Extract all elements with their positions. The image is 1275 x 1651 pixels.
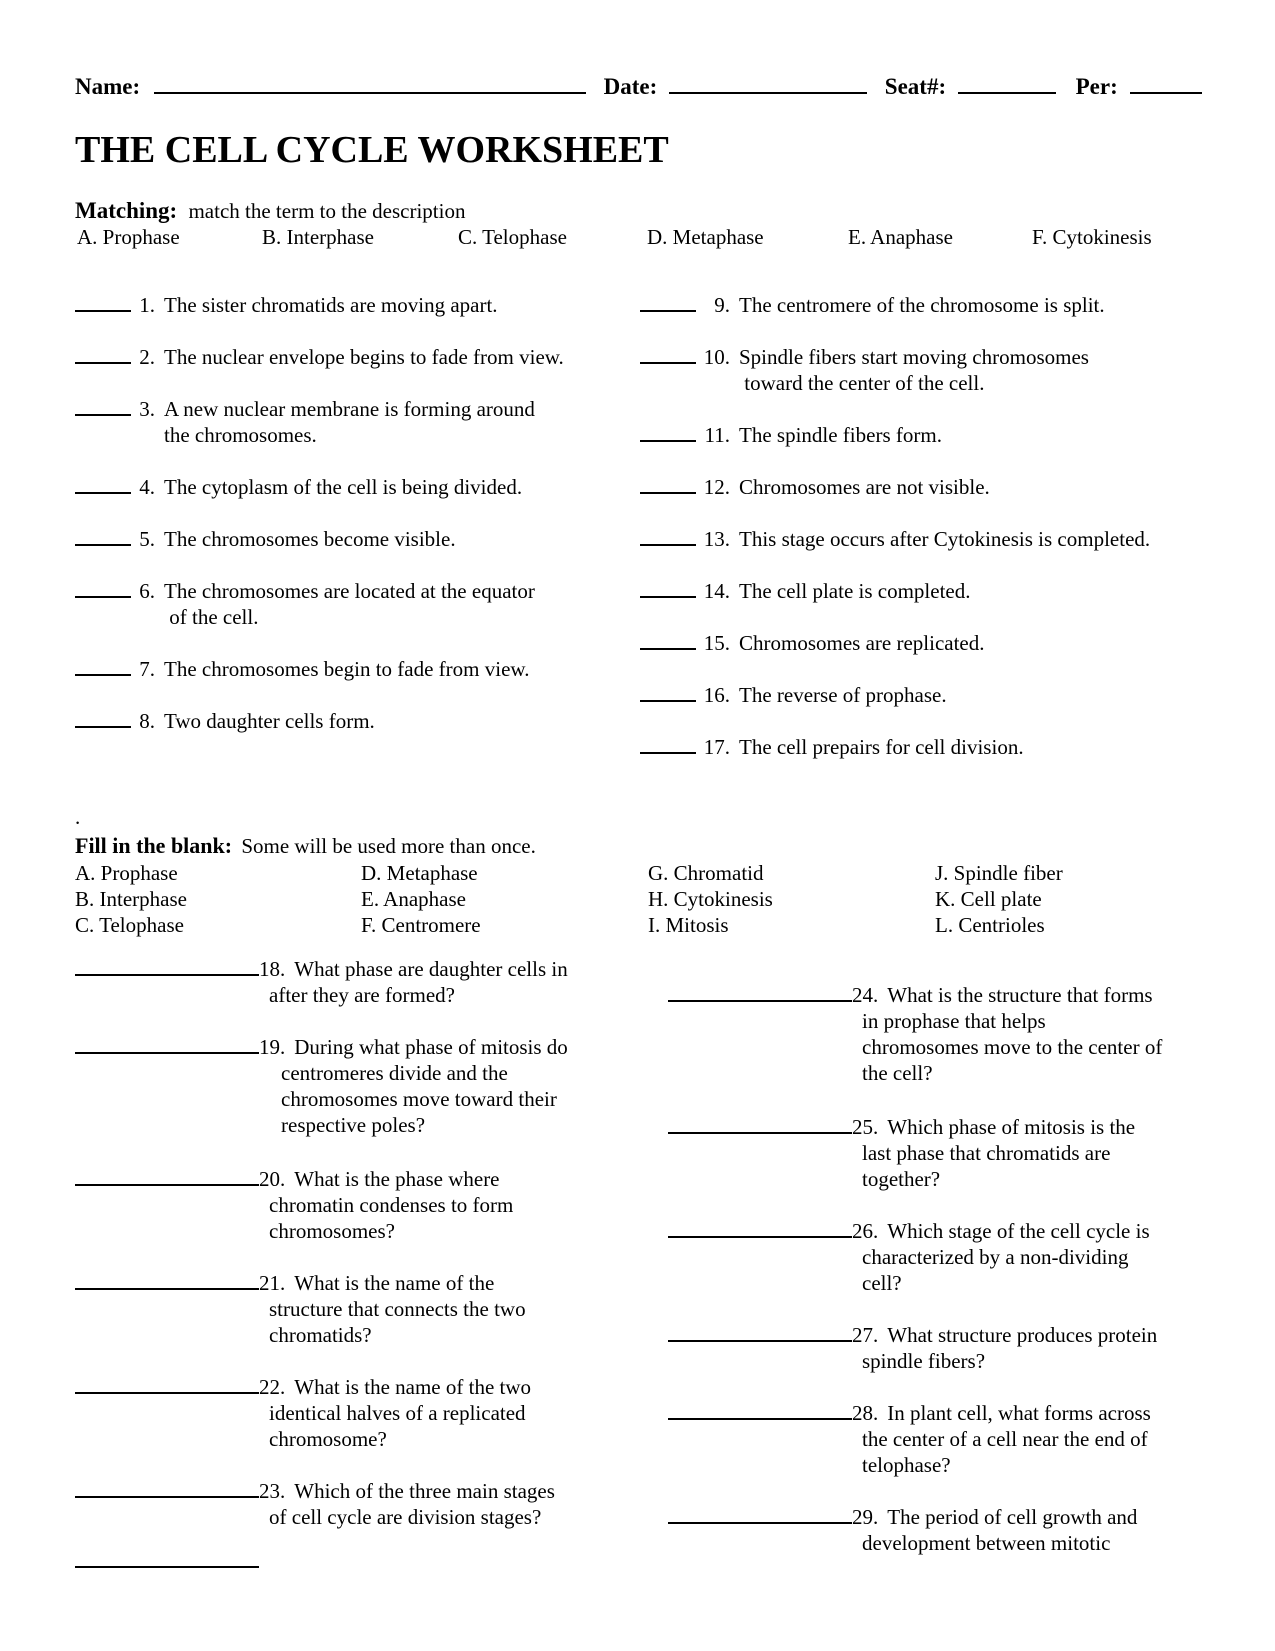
question-number: 17. <box>703 735 730 759</box>
question-text: Which of the three main stages <box>294 1479 555 1503</box>
page-title: THE CELL CYCLE WORKSHEET <box>75 129 669 171</box>
fill-in-option: J. Spindle fiber <box>935 861 1063 885</box>
fill-in-question <box>668 1216 1150 1296</box>
question-number: 15. <box>703 631 730 655</box>
question-number: 1. <box>139 293 155 317</box>
seat-label: Seat#: <box>884 74 947 99</box>
fill-in-option: C. Telophase <box>75 913 184 937</box>
question-number: 16. <box>703 683 730 707</box>
question-text: the cell? <box>862 1061 933 1085</box>
question-text: In plant cell, what forms across <box>887 1401 1151 1425</box>
matching-option: A. Prophase <box>77 225 180 249</box>
question-text: The nuclear envelope begins to fade from view. <box>164 345 564 369</box>
question-text: identical halves of a replicated <box>269 1401 526 1425</box>
question-number: 25. <box>852 1115 879 1139</box>
per-field[interactable] <box>1130 74 1202 94</box>
question-number: 18. <box>259 957 286 981</box>
answer-blank[interactable] <box>640 576 696 598</box>
matching-question <box>640 472 990 500</box>
fill-in-option: L. Centrioles <box>935 913 1045 937</box>
question-text: The period of cell growth and <box>887 1505 1138 1529</box>
matching-option: F. Cytokinesis <box>1032 225 1152 249</box>
question-text: telophase? <box>862 1453 951 1477</box>
question-text: chromatids? <box>269 1323 372 1347</box>
question-text: development between mitotic <box>862 1531 1111 1555</box>
question-text: the chromosomes. <box>164 423 317 447</box>
answer-blank[interactable] <box>640 290 696 312</box>
answer-blank[interactable] <box>75 1164 259 1186</box>
per-label: Per: <box>1075 74 1118 99</box>
question-text: The centromere of the chromosome is split. <box>739 293 1105 317</box>
question-text: What is the phase where <box>294 1167 500 1191</box>
question-text: During what phase of mitosis do <box>294 1035 568 1059</box>
question-text: Two daughter cells form. <box>164 709 375 733</box>
answer-blank[interactable] <box>75 954 259 976</box>
question-text: centromeres divide and the <box>281 1061 508 1085</box>
question-text: The chromosomes are located at the equator <box>164 579 535 603</box>
answer-blank[interactable] <box>668 1398 852 1420</box>
answer-blank[interactable] <box>668 980 852 1002</box>
question-number: 9. <box>714 293 730 317</box>
matching-question <box>640 524 1150 552</box>
fill-in-question <box>668 980 1162 1086</box>
question-text: The spindle fibers form. <box>739 423 942 447</box>
header-row <box>75 74 1202 100</box>
answer-blank[interactable] <box>75 706 131 728</box>
matching-question <box>640 628 985 656</box>
question-text: cell? <box>862 1271 902 1295</box>
answer-blank[interactable] <box>640 524 696 546</box>
question-text: together? <box>862 1167 941 1191</box>
matching-question <box>640 732 1024 760</box>
name-label: Name: <box>75 74 141 99</box>
question-text: The sister chromatids are moving apart. <box>164 293 498 317</box>
question-number: 27. <box>852 1323 879 1347</box>
question-text: The reverse of prophase. <box>739 683 947 707</box>
question-text: of cell cycle are division stages? <box>269 1505 542 1529</box>
fill-in-question <box>75 1268 526 1348</box>
answer-blank[interactable] <box>668 1502 852 1524</box>
question-text: What is the name of the two <box>294 1375 532 1399</box>
extra-answer-blank[interactable] <box>75 1546 259 1574</box>
fill-in-question <box>75 1372 531 1452</box>
question-number: 12. <box>703 475 730 499</box>
matching-heading: Matching: <box>75 198 178 223</box>
question-text: What is the name of the <box>294 1271 495 1295</box>
fill-in-option: I. Mitosis <box>648 913 729 937</box>
question-text: chromatin condenses to form <box>269 1193 514 1217</box>
answer-blank[interactable] <box>75 576 131 598</box>
matching-option: B. Interphase <box>262 225 374 249</box>
matching-question <box>640 576 971 604</box>
question-text: A new nuclear membrane is forming around <box>164 397 535 421</box>
question-number: 14. <box>703 579 730 603</box>
question-text: What is the structure that forms <box>887 983 1153 1007</box>
matching-option: C. Telophase <box>458 225 567 249</box>
question-number: 4. <box>139 475 155 499</box>
question-text: toward the center of the cell. <box>739 371 985 395</box>
question-text: structure that connects the two <box>269 1297 526 1321</box>
question-text: The chromosomes become visible. <box>164 527 456 551</box>
answer-blank[interactable] <box>640 342 696 364</box>
question-number: 13. <box>703 527 730 551</box>
question-text: in prophase that helps <box>862 1009 1046 1033</box>
question-text: chromosomes? <box>269 1219 395 1243</box>
matching-question <box>75 576 535 630</box>
matching-option: D. Metaphase <box>647 225 764 249</box>
question-number: 20. <box>259 1167 286 1191</box>
matching-question <box>75 706 375 734</box>
question-number: 29. <box>852 1505 879 1529</box>
question-number: 24. <box>852 983 879 1007</box>
date-label: Date: <box>603 74 658 99</box>
question-number: 3. <box>139 397 155 421</box>
question-number: 5. <box>139 527 155 551</box>
question-text: What phase are daughter cells in <box>294 957 568 981</box>
date-field[interactable] <box>669 74 867 94</box>
name-field[interactable] <box>154 74 586 94</box>
fill-in-option: G. Chromatid <box>648 861 764 885</box>
fill-in-question <box>75 1164 513 1244</box>
question-text: chromosomes move to the center of <box>862 1035 1163 1059</box>
matching-question <box>75 342 564 370</box>
fill-in-question <box>668 1112 1135 1192</box>
question-text: last phase that chromatids are <box>862 1141 1111 1165</box>
question-number: 10. <box>703 345 730 369</box>
question-number: 6. <box>139 579 155 603</box>
matching-question <box>640 680 947 708</box>
fill-in-heading-row <box>75 833 536 859</box>
question-text: the center of a cell near the end of <box>862 1427 1148 1451</box>
question-number: 22. <box>259 1375 286 1399</box>
matching-question <box>75 394 535 448</box>
answer-blank[interactable] <box>668 1112 852 1134</box>
matching-heading-row <box>75 198 465 224</box>
fill-in-question <box>668 1398 1151 1478</box>
fill-in-option: K. Cell plate <box>935 887 1042 911</box>
answer-blank[interactable] <box>640 680 696 702</box>
fill-in-option: F. Centromere <box>361 913 481 937</box>
matching-question <box>75 654 529 682</box>
question-number: 23. <box>259 1479 286 1503</box>
answer-blank[interactable] <box>668 1320 852 1342</box>
matching-question <box>75 472 522 500</box>
question-text: Which phase of mitosis is the <box>887 1115 1136 1139</box>
answer-blank[interactable] <box>640 472 696 494</box>
answer-blank[interactable] <box>640 732 696 754</box>
matching-question <box>75 290 498 318</box>
answer-blank[interactable] <box>640 628 696 650</box>
matching-question <box>75 524 456 552</box>
question-text: The cytoplasm of the cell is being divided. <box>164 475 523 499</box>
answer-blank[interactable] <box>75 654 131 676</box>
matching-question <box>640 342 1089 396</box>
question-text: chromosomes move toward their <box>281 1087 557 1111</box>
question-number: 8. <box>139 709 155 733</box>
question-text: Chromosomes are replicated. <box>739 631 985 655</box>
fill-in-heading: Fill in the blank: <box>75 833 233 858</box>
stray-dot: . <box>75 805 81 829</box>
question-text: chromosome? <box>269 1427 387 1451</box>
fill-in-option: H. Cytokinesis <box>648 887 773 911</box>
question-text: of the cell. <box>164 605 259 629</box>
question-text: What structure produces protein <box>887 1323 1158 1347</box>
matching-option: E. Anaphase <box>848 225 953 249</box>
seat-field[interactable] <box>958 74 1056 94</box>
answer-blank[interactable] <box>75 342 131 364</box>
question-text: characterized by a non-dividing <box>862 1245 1129 1269</box>
fill-in-option: D. Metaphase <box>361 861 478 885</box>
matching-question <box>640 420 942 448</box>
question-text: Which stage of the cell cycle is <box>887 1219 1150 1243</box>
fill-in-question <box>75 1476 555 1530</box>
fill-in-question <box>668 1320 1157 1374</box>
fill-in-option: B. Interphase <box>75 887 187 911</box>
answer-blank[interactable] <box>75 1032 259 1054</box>
question-number: 21. <box>259 1271 286 1295</box>
answer-blank[interactable] <box>75 472 131 494</box>
answer-blank[interactable] <box>668 1216 852 1238</box>
question-text: respective poles? <box>281 1113 426 1137</box>
fill-in-question <box>75 954 568 1008</box>
answer-blank[interactable] <box>75 394 131 416</box>
fill-in-option: A. Prophase <box>75 861 178 885</box>
question-number: 7. <box>139 657 155 681</box>
question-number: 19. <box>259 1035 286 1059</box>
question-text: This stage occurs after Cytokinesis is completed. <box>739 527 1151 551</box>
question-text: The cell prepairs for cell division. <box>739 735 1024 759</box>
matching-instruction: match the term to the description <box>188 199 466 223</box>
matching-question <box>640 290 1105 318</box>
answer-blank[interactable] <box>640 420 696 442</box>
answer-blank[interactable] <box>75 1372 259 1394</box>
answer-blank[interactable] <box>75 290 131 312</box>
fill-in-question <box>75 1032 568 1138</box>
question-number: 11. <box>704 423 730 447</box>
answer-blank[interactable] <box>75 524 131 546</box>
question-number: 2. <box>139 345 155 369</box>
answer-blank[interactable] <box>75 1268 259 1290</box>
question-text: after they are formed? <box>269 983 455 1007</box>
question-text: The chromosomes begin to fade from view. <box>164 657 530 681</box>
question-number: 26. <box>852 1219 879 1243</box>
question-number: 28. <box>852 1401 879 1425</box>
question-text: spindle fibers? <box>862 1349 986 1373</box>
question-text: Chromosomes are not visible. <box>739 475 990 499</box>
question-text: Spindle fibers start moving chromosomes <box>739 345 1089 369</box>
fill-in-option: E. Anaphase <box>361 887 466 911</box>
fill-in-instruction: Some will be used more than once. <box>241 834 536 858</box>
fill-in-question <box>668 1502 1137 1556</box>
question-text: The cell plate is completed. <box>739 579 971 603</box>
answer-blank[interactable] <box>75 1476 259 1498</box>
